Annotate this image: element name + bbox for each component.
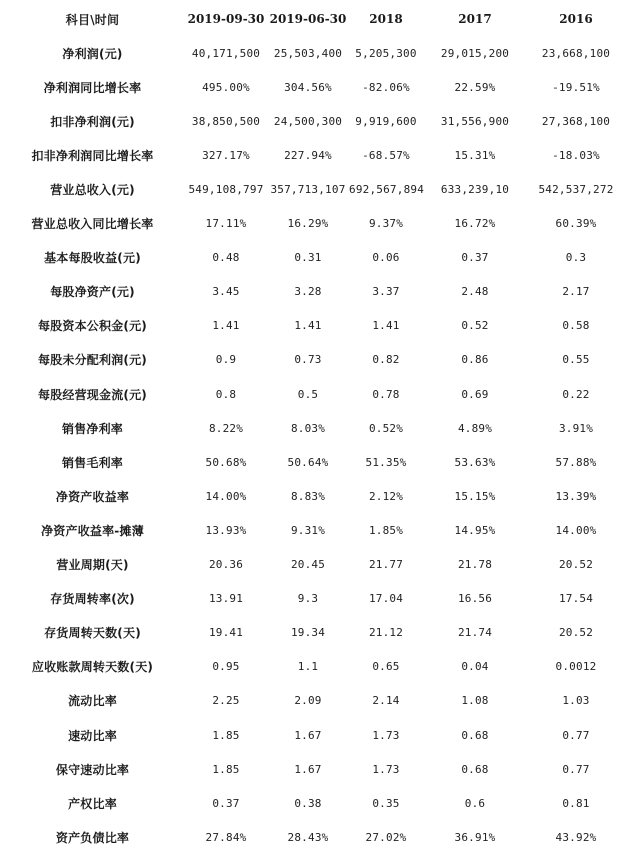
row-label: 流动比率 [68,694,117,709]
table-cell: 0.0012 [555,660,597,674]
table-cell: 1.67 [294,762,322,776]
table-cell: 1.1 [297,660,319,674]
table-row [0,513,640,547]
table-cell: 20.52 [558,626,594,640]
table-cell: 8.03% [290,421,326,435]
table-cell: 0.65 [372,660,400,674]
table-cell: 27,368,100 [541,114,611,128]
table-cell: 8.83% [290,489,326,503]
table-row [0,445,640,479]
table-row [0,616,640,650]
table-cell: 3.91% [558,421,594,435]
table-cell: 16.29% [287,217,329,231]
table-cell: 19.41 [208,626,244,640]
row-label: 每股经营现金流(元) [38,387,147,402]
table-cell: 1.41 [294,319,322,333]
table-cell: -18.03% [552,148,600,162]
table-row [0,650,640,684]
table-cell: 51.35% [365,455,407,469]
row-label: 扣非净利润同比增长率 [31,148,154,163]
row-label: 营业周期(天) [56,558,129,573]
table-cell: 0.78 [372,387,400,401]
table-cell: 5,205,300 [355,46,417,60]
column-header-subject-time: 科目\时间 [65,12,120,27]
table-cell: 31,556,900 [440,114,510,128]
row-label: 扣非净利润(元) [50,114,135,129]
column-header-2017: 2017 [458,12,492,27]
table-cell: 1.41 [372,319,400,333]
column-header-2019-06-30: 2019-06-30 [269,12,347,27]
table-cell: 14.00% [555,523,597,537]
table-row [0,752,640,786]
table-cell: -19.51% [552,80,600,94]
table-row [0,343,640,377]
row-label: 速动比率 [68,728,117,743]
table-cell: 40,171,500 [191,46,261,60]
table-cell: 0.37 [461,251,489,265]
table-cell: 0.82 [372,353,400,367]
table-cell: 14.00% [205,489,247,503]
table-cell: 21.78 [457,558,493,572]
table-cell: 13.93% [205,523,247,537]
table-cell: -68.57% [362,148,410,162]
column-header-2018: 2018 [369,12,403,27]
table-cell: 0.04 [461,660,489,674]
table-cell: 0.06 [372,251,400,265]
table-cell: 549,108,797 [188,183,264,197]
table-cell: 0.38 [294,796,322,810]
table-cell: 227.94% [284,148,332,162]
table-cell: 0.95 [212,660,240,674]
table-cell: 0.37 [212,796,240,810]
table-cell: 0.77 [562,762,590,776]
table-row [0,207,640,241]
row-label: 资产负债比率 [55,830,130,845]
table-cell: 22.59% [454,80,496,94]
table-cell: 0.3 [565,251,587,265]
table-cell: 0.48 [212,251,240,265]
table-cell: 0.35 [372,796,400,810]
table-cell: 0.69 [461,387,489,401]
row-label: 应收账款周转天数(天) [31,660,154,675]
row-label: 营业总收入同比增长率 [31,217,154,232]
table-cell: 3.37 [372,285,400,299]
row-label: 产权比率 [68,796,117,811]
row-label: 净利润(元) [62,46,123,61]
table-header-row [0,2,640,36]
table-cell: 9.37% [368,217,404,231]
table-row [0,582,640,616]
table-cell: 1.67 [294,728,322,742]
column-header-2016: 2016 [559,12,593,27]
table-cell: 9.3 [297,592,319,606]
table-cell: -82.06% [362,80,410,94]
table-cell: 21.74 [457,626,493,640]
table-cell: 1.73 [372,762,400,776]
table-cell: 1.41 [212,319,240,333]
table-cell: 23,668,100 [541,46,611,60]
row-label: 净资产收益率 [55,489,130,504]
table-row [0,138,640,172]
table-cell: 0.73 [294,353,322,367]
row-label: 每股资本公积金(元) [38,319,147,334]
table-cell: 50.68% [205,455,247,469]
table-row [0,479,640,513]
table-cell: 2.09 [294,694,322,708]
table-cell: 495.00% [202,80,250,94]
table-row [0,104,640,138]
table-cell: 13.39% [555,489,597,503]
table-row [0,377,640,411]
table-cell: 0.52 [461,319,489,333]
table-cell: 2.48 [461,285,489,299]
table-cell: 0.86 [461,353,489,367]
row-label: 基本每股收益(元) [44,251,141,266]
table-cell: 1.03 [562,694,590,708]
table-cell: 2.17 [562,285,590,299]
row-label: 存货周转天数(天) [44,626,141,641]
table-cell: 21.12 [368,626,404,640]
table-cell: 15.31% [454,148,496,162]
table-cell: 19.34 [290,626,326,640]
table-cell: 8.22% [208,421,244,435]
row-label: 销售净利率 [61,421,123,436]
table-cell: 4.89% [457,421,493,435]
table-cell: 15.15% [454,489,496,503]
table-cell: 692,567,894 [349,183,425,197]
table-row [0,820,640,854]
table-row [0,718,640,752]
table-cell: 13.91 [208,592,244,606]
table-cell: 2.25 [212,694,240,708]
table-cell: 17.54 [558,592,594,606]
table-cell: 3.28 [294,285,322,299]
table-cell: 0.68 [461,762,489,776]
table-cell: 2.12% [368,489,404,503]
row-label: 每股净资产(元) [50,285,135,300]
table-cell: 60.39% [555,217,597,231]
table-cell: 38,850,500 [191,114,261,128]
table-cell: 0.22 [562,387,590,401]
row-label: 净资产收益率-摊薄 [41,523,144,538]
table-cell: 24,500,300 [273,114,343,128]
row-label: 销售毛利率 [61,455,123,470]
table-cell: 2.14 [372,694,400,708]
table-cell: 0.52% [368,421,404,435]
table-cell: 357,713,107 [270,183,346,197]
table-cell: 43.92% [555,830,597,844]
table-cell: 17.11% [205,217,247,231]
table-cell: 542,537,272 [538,183,614,197]
table-row [0,241,640,275]
table-row [0,786,640,820]
table-body [0,36,640,854]
table-row [0,70,640,104]
table-cell: 0.81 [562,796,590,810]
table-cell: 1.73 [372,728,400,742]
row-label: 净利润同比增长率 [43,80,142,95]
table-cell: 327.17% [202,148,250,162]
table-cell: 28.43% [287,830,329,844]
table-cell: 3.45 [212,285,240,299]
table-cell: 0.9 [215,353,237,367]
table-row [0,684,640,718]
table-cell: 0.68 [461,728,489,742]
table-cell: 21.77 [368,558,404,572]
table-cell: 53.63% [454,455,496,469]
row-label: 每股未分配利润(元) [38,353,147,368]
table-row [0,411,640,445]
table-cell: 0.6 [464,796,486,810]
table-cell: 27.84% [205,830,247,844]
table-cell: 27.02% [365,830,407,844]
table-row [0,275,640,309]
table-cell: 1.85 [212,762,240,776]
table-row [0,309,640,343]
table-cell: 1.85 [212,728,240,742]
table-cell: 0.77 [562,728,590,742]
table-cell: 304.56% [284,80,332,94]
table-cell: 0.8 [215,387,237,401]
table-cell: 0.58 [562,319,590,333]
table-cell: 0.5 [297,387,319,401]
table-cell: 57.88% [555,455,597,469]
table-cell: 1.08 [461,694,489,708]
table-row [0,36,640,70]
table-row [0,548,640,582]
table-cell: 633,239,10 [440,183,510,197]
table-cell: 1.85% [368,523,404,537]
table-cell: 20.52 [558,558,594,572]
table-cell: 16.56 [457,592,493,606]
table-cell: 29,015,200 [440,46,510,60]
table-cell: 9,919,600 [355,114,417,128]
table-cell: 25,503,400 [273,46,343,60]
table-cell: 20.36 [208,558,244,572]
table-cell: 9.31% [290,523,326,537]
table-cell: 0.55 [562,353,590,367]
row-label: 保守速动比率 [55,762,130,777]
table-cell: 17.04 [368,592,404,606]
row-label: 存货周转率(次) [50,592,135,607]
table-cell: 0.31 [294,251,322,265]
table-row [0,172,640,206]
table-cell: 20.45 [290,558,326,572]
column-header-2019-09-30: 2019-09-30 [187,12,265,27]
table-cell: 14.95% [454,523,496,537]
row-label: 营业总收入(元) [50,183,135,198]
table-cell: 50.64% [287,455,329,469]
table-cell: 36.91% [454,830,496,844]
table-cell: 16.72% [454,217,496,231]
